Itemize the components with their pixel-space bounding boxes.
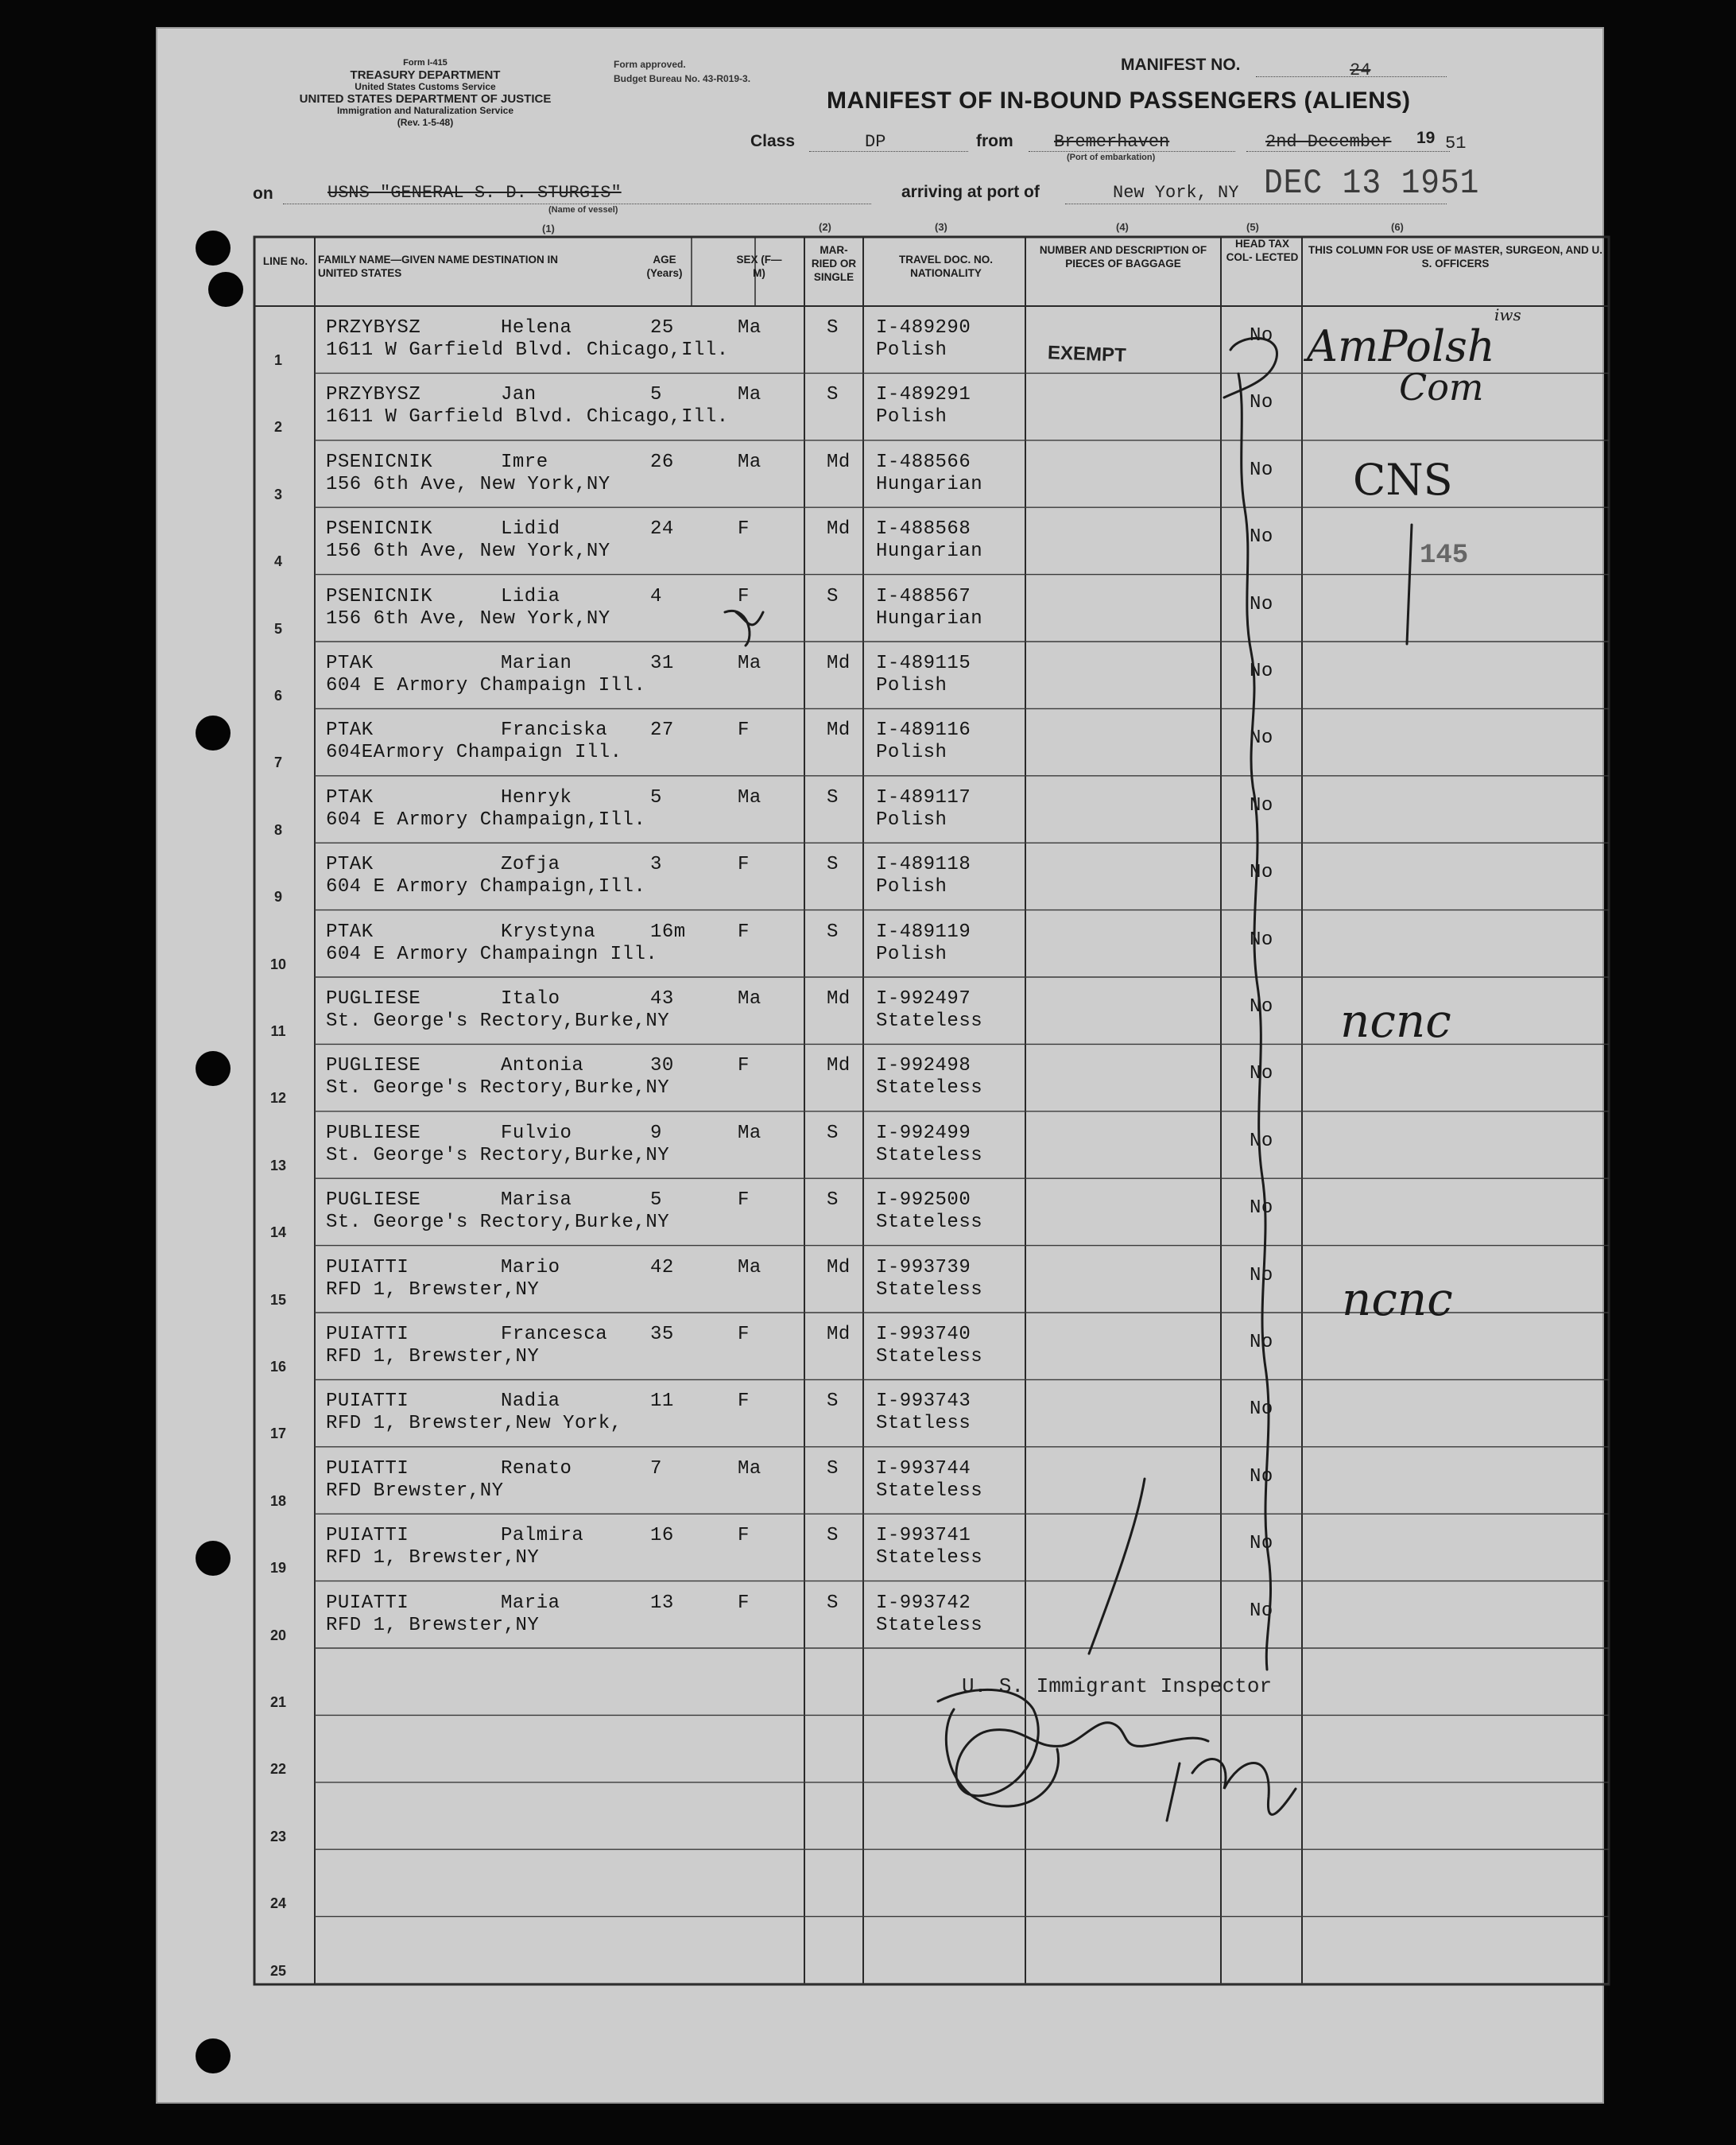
family-name: PTAK [326, 786, 374, 809]
given-name: Krystyna [501, 921, 596, 943]
line-number: 23 [269, 1828, 287, 1844]
sex: Ma [738, 317, 761, 339]
destination: 1611 W Garfield Blvd. Chicago,Ill. [326, 406, 729, 429]
family-name: PUIATTI [326, 1592, 409, 1614]
line-number: 2 [273, 419, 282, 436]
form-number: Form I-415 [403, 58, 448, 68]
line-number: 21 [269, 1694, 287, 1710]
line-number: 3 [273, 486, 282, 502]
arriving-value: New York, NY [1113, 183, 1239, 203]
destination: 604 E Armory Champaign,Ill. [326, 809, 646, 831]
given-name: Maria [501, 1592, 560, 1614]
head-tax: No [1250, 392, 1273, 414]
travel-doc-no: I-992499 [876, 1122, 971, 1144]
travel-doc-no: I-488566 [876, 451, 971, 473]
manifest-no-value: 24 [1350, 60, 1371, 80]
given-name: Imre [501, 451, 548, 473]
travel-doc-no: I-992498 [876, 1055, 971, 1077]
destination: RFD 1, Brewster,NY [326, 1278, 540, 1301]
age: 27 [650, 720, 674, 742]
head-tax: No [1250, 1197, 1273, 1220]
colnum-3: (3) [935, 221, 947, 233]
family-name: PSENICNIK [326, 585, 433, 607]
class-value: DP [865, 132, 886, 152]
nationality: Polish [876, 809, 947, 831]
marital-status: S [827, 384, 839, 406]
travel-doc-no: I-489119 [876, 921, 971, 943]
travel-doc-no: I-489118 [876, 854, 971, 876]
given-name: Franciska [501, 720, 608, 742]
marital-status: Md [827, 518, 851, 541]
nationality: Stateless [876, 1614, 983, 1636]
marital-status: Md [827, 653, 851, 674]
sex: F [738, 1592, 750, 1614]
sex: Ma [738, 384, 761, 406]
year-prefix: 19 [1416, 129, 1436, 147]
sex: F [738, 921, 750, 943]
travel-doc-no: I-993742 [876, 1592, 971, 1614]
given-name: Italo [501, 988, 560, 1010]
sex: F [738, 854, 750, 876]
vessel-caption: (Name of vessel) [548, 205, 618, 215]
arrival-date-stamp: DEC 13 1951 [1264, 164, 1480, 204]
nationality: Hungarian [876, 473, 983, 495]
class-label: Class [750, 132, 796, 150]
head-tax: No [1250, 1332, 1273, 1353]
age: 3 [650, 854, 662, 876]
head-tax: No [1250, 1465, 1273, 1488]
destination: 156 6th Ave, New York,NY [326, 473, 610, 495]
inspector-stamp: U. S. Immigrant Inspector [962, 1674, 1273, 1698]
sex: Ma [738, 653, 761, 674]
family-name: PUGLIESE [326, 1189, 421, 1212]
officer-note-ampolsh: AmPolsh [1307, 321, 1495, 371]
line-number: 5 [273, 620, 282, 637]
colnum-4: (4) [1116, 221, 1129, 233]
marital-status: S [827, 786, 839, 809]
head-tax: No [1250, 862, 1273, 884]
destination: 156 6th Ave, New York,NY [326, 541, 610, 563]
travel-doc-no: I-489290 [876, 317, 971, 339]
travel-doc-no: I-993739 [876, 1256, 971, 1278]
head-tax: No [1250, 1533, 1273, 1555]
colnum-2: (2) [819, 221, 831, 233]
age: 11 [650, 1391, 674, 1413]
family-name: PTAK [326, 854, 374, 876]
nationality: Stateless [876, 1480, 983, 1502]
head-tax: No [1250, 727, 1273, 750]
head-tax: No [1250, 1398, 1273, 1421]
age: 9 [650, 1122, 662, 1144]
age: 7 [650, 1457, 662, 1480]
age: 5 [650, 786, 662, 809]
head-tax: No [1250, 1130, 1273, 1152]
nationality: Stateless [876, 1346, 983, 1367]
destination: 1611 W Garfield Blvd. Chicago,Ill. [326, 339, 729, 361]
sex: Ma [738, 451, 761, 473]
sex: F [738, 720, 750, 742]
justice-dept: UNITED STATES DEPARTMENT OF JUSTICE [299, 92, 552, 106]
arriving-label: arriving at port of [901, 183, 1040, 201]
age: 5 [650, 384, 662, 406]
count-stamp: 145 [1420, 541, 1469, 571]
sex: F [738, 1391, 750, 1413]
family-name: PUIATTI [326, 1525, 409, 1547]
nationality: Hungarian [876, 541, 983, 563]
nationality: Polish [876, 876, 947, 898]
treasury-dept: TREASURY DEPARTMENT [350, 68, 501, 82]
destination: RFD Brewster,NY [326, 1480, 504, 1502]
sex: F [738, 585, 750, 607]
destination: RFD 1, Brewster,NY [326, 1346, 540, 1367]
date-value: 2nd December [1265, 132, 1392, 152]
col-sex: SEX (F—M) [736, 254, 782, 279]
given-name: Marisa [501, 1189, 572, 1212]
col-officers: THIS COLUMN FOR USE OF MASTER, SURGEON, AND U. S. OFFICERS [1308, 244, 1603, 270]
marital-status: S [827, 1391, 839, 1413]
family-name: PUIATTI [326, 1391, 409, 1413]
family-name: PTAK [326, 653, 374, 674]
officer-note-ncnc-1: ncnc [1340, 994, 1451, 1048]
line-number: 11 [270, 1023, 286, 1039]
destination: St. George's Rectory,Burke,NY [326, 1144, 670, 1166]
age: 35 [650, 1324, 674, 1345]
travel-doc-no: I-992497 [876, 988, 971, 1010]
travel-doc-no: I-488568 [876, 518, 971, 541]
marital-status: Md [827, 451, 851, 473]
on-label: on [253, 184, 273, 203]
colnum-6: (6) [1391, 221, 1404, 233]
line-number: 20 [269, 1627, 287, 1643]
sex: F [738, 518, 750, 541]
travel-doc-no: I-993740 [876, 1324, 971, 1345]
vessel-value: USNS "GENERAL S. D. STURGIS" [327, 183, 622, 203]
given-name: Lidid [501, 518, 560, 541]
sex: Ma [738, 1256, 761, 1278]
age: 4 [650, 585, 662, 607]
marital-status: S [827, 585, 839, 607]
given-name: Mario [501, 1256, 560, 1278]
travel-doc-no: I-489291 [876, 384, 971, 406]
col-name-destination: FAMILY NAME—GIVEN NAME DESTINATION IN UNITED STATES [318, 254, 559, 279]
head-tax: No [1250, 1600, 1273, 1622]
age: 26 [650, 451, 674, 473]
marital-status: S [827, 921, 839, 943]
marital-status: Md [827, 1256, 851, 1278]
marital-status: S [827, 317, 839, 339]
travel-doc-no: I-993741 [876, 1525, 971, 1547]
travel-doc-no: I-993744 [876, 1457, 971, 1480]
marital-status: Md [827, 720, 851, 742]
marital-status: S [827, 1122, 839, 1144]
marital-status: S [827, 854, 839, 876]
age: 16m [650, 921, 686, 943]
destination: 604 E Armory Champaign,Ill. [326, 876, 646, 898]
destination: RFD 1, Brewster,NY [326, 1547, 540, 1569]
customs-service: United States Customs Service [355, 81, 496, 92]
sex: F [738, 1324, 750, 1345]
form-revision: (Rev. 1-5-48) [397, 117, 454, 128]
marital-status: S [827, 1189, 839, 1212]
colnum-5: (5) [1246, 221, 1259, 233]
line-number: 7 [273, 754, 282, 771]
sex: Ma [738, 1122, 761, 1144]
marital-status: S [827, 1525, 839, 1547]
family-name: PRZYBYSZ [326, 317, 421, 339]
colnum-1: (1) [542, 223, 555, 235]
head-tax: No [1250, 996, 1273, 1018]
marital-status: S [827, 1592, 839, 1614]
line-number: 19 [269, 1560, 287, 1577]
ins-service: Immigration and Naturalization Service [336, 105, 514, 116]
from-value: Bremerhaven [1054, 132, 1170, 152]
marital-status: Md [827, 988, 851, 1010]
from-label: from [976, 132, 1013, 150]
manifest-title: MANIFEST OF IN-BOUND PASSENGERS (ALIENS) [827, 87, 1411, 114]
travel-doc-no: I-488567 [876, 585, 971, 607]
given-name: Marian [501, 653, 572, 674]
destination: RFD 1, Brewster,New York, [326, 1413, 622, 1435]
head-tax: No [1250, 325, 1273, 347]
form-approved: Form approved. [614, 59, 686, 70]
line-number: 16 [269, 1359, 287, 1375]
col-age: AGE (Years) [646, 254, 683, 279]
line-number: 9 [273, 889, 282, 906]
sex: Ma [738, 1457, 761, 1480]
year-value: 51 [1445, 134, 1467, 153]
head-tax: No [1250, 1264, 1273, 1286]
head-tax: No [1250, 661, 1273, 682]
head-tax: No [1250, 459, 1273, 481]
travel-doc-no: I-993743 [876, 1391, 971, 1413]
col-baggage: NUMBER AND DESCRIPTION OF PIECES OF BAGGAGE [1039, 244, 1207, 270]
family-name: PUIATTI [326, 1324, 409, 1345]
marital-status: Md [827, 1055, 851, 1077]
family-name: PSENICNIK [326, 518, 433, 541]
line-number: 6 [273, 688, 282, 704]
line-number: 25 [269, 1962, 287, 1979]
nationality: Stateless [876, 1278, 983, 1301]
col-head-tax: HEAD TAX COL- LECTED [1226, 238, 1299, 263]
given-name: Palmira [501, 1525, 584, 1547]
family-name: PUIATTI [326, 1256, 409, 1278]
nationality: Stateless [876, 1212, 983, 1234]
travel-doc-no: I-489116 [876, 720, 971, 742]
head-tax: No [1250, 929, 1273, 951]
nationality: Statless [876, 1413, 971, 1435]
line-number: 15 [269, 1291, 287, 1308]
age: 24 [650, 518, 674, 541]
head-tax: No [1250, 593, 1273, 615]
head-tax: No [1250, 1063, 1273, 1085]
given-name: Zofja [501, 854, 560, 876]
budget-bureau: Budget Bureau No. 43-R019-3. [614, 73, 751, 84]
family-name: PTAK [326, 720, 374, 742]
given-name: Francesca [501, 1324, 608, 1345]
nationality: Polish [876, 406, 947, 429]
line-number: 1 [273, 352, 282, 368]
given-name: Fulvio [501, 1122, 572, 1144]
line-number: 4 [273, 553, 282, 570]
line-number: 17 [269, 1425, 287, 1442]
travel-doc-no: I-489117 [876, 786, 971, 809]
destination: 604EArmory Champaign Ill. [326, 742, 622, 764]
line-number: 13 [269, 1157, 287, 1173]
family-name: PUGLIESE [326, 988, 421, 1010]
nationality: Polish [876, 339, 947, 361]
family-name: PTAK [326, 921, 374, 943]
nationality: Stateless [876, 1010, 983, 1032]
age: 42 [650, 1256, 674, 1278]
nationality: Polish [876, 675, 947, 696]
travel-doc-no: I-992500 [876, 1189, 971, 1212]
travel-doc-no: I-489115 [876, 653, 971, 674]
age: 43 [650, 988, 674, 1010]
line-number: 12 [269, 1090, 287, 1107]
family-name: PRZYBYSZ [326, 384, 421, 406]
given-name: Helena [501, 317, 572, 339]
given-name: Antonia [501, 1055, 584, 1077]
line-number: 8 [273, 821, 282, 838]
manifest-no-label: MANIFEST NO. [1121, 56, 1241, 74]
sex: Ma [738, 988, 761, 1010]
age: 13 [650, 1592, 674, 1614]
destination: St. George's Rectory,Burke,NY [326, 1010, 670, 1032]
given-name: Henryk [501, 786, 572, 809]
port-caption: (Port of embarkation) [1067, 153, 1156, 162]
family-name: PUIATTI [326, 1457, 409, 1480]
given-name: Lidia [501, 585, 560, 607]
age: 30 [650, 1055, 674, 1077]
family-name: PSENICNIK [326, 451, 433, 473]
nationality: Polish [876, 742, 947, 764]
sex: F [738, 1525, 750, 1547]
line-number: 10 [269, 956, 287, 972]
line-number: 22 [269, 1761, 287, 1778]
officer-note-com: Com [1399, 366, 1484, 409]
sex: Ma [738, 786, 761, 809]
marital-status: Md [827, 1324, 851, 1345]
head-tax: No [1250, 526, 1273, 549]
line-number: 24 [269, 1895, 287, 1912]
col-travel-doc: TRAVEL DOC. NO. NATIONALITY [898, 254, 993, 279]
sex: F [738, 1189, 750, 1212]
sex: F [738, 1055, 750, 1077]
age: 25 [650, 317, 674, 339]
destination: St. George's Rectory,Burke,NY [326, 1212, 670, 1234]
line-number: 18 [269, 1492, 287, 1509]
age: 5 [650, 1189, 662, 1212]
age: 31 [650, 653, 674, 674]
age: 16 [650, 1525, 674, 1547]
exempt-stamp: EXEMPT [1047, 342, 1127, 367]
line-number: 14 [269, 1224, 287, 1241]
destination: 604 E Armory Champaign Ill. [326, 675, 646, 696]
officer-note-cns: CNS [1353, 455, 1453, 505]
nationality: Stateless [876, 1077, 983, 1100]
nationality: Polish [876, 943, 947, 965]
given-name: Jan [501, 384, 537, 406]
nationality: Stateless [876, 1547, 983, 1569]
family-name: PUBLIESE [326, 1122, 421, 1144]
family-name: PUGLIESE [326, 1055, 421, 1077]
col-married-single: MAR- RIED OR SINGLE [811, 244, 857, 283]
col-line-no: LINE No. [262, 255, 308, 267]
destination: RFD 1, Brewster,NY [326, 1614, 540, 1636]
officer-note-iws: iws [1494, 305, 1521, 324]
destination: St. George's Rectory,Burke,NY [326, 1077, 670, 1100]
nationality: Stateless [876, 1144, 983, 1166]
officer-note-ncnc-2: ncnc [1342, 1272, 1453, 1326]
nationality: Hungarian [876, 607, 983, 630]
destination: 156 6th Ave, New York,NY [326, 607, 610, 630]
marital-status: S [827, 1457, 839, 1480]
given-name: Renato [501, 1457, 572, 1480]
given-name: Nadia [501, 1391, 560, 1413]
head-tax: No [1250, 794, 1273, 816]
destination: 604 E Armory Champaingn Ill. [326, 943, 658, 965]
